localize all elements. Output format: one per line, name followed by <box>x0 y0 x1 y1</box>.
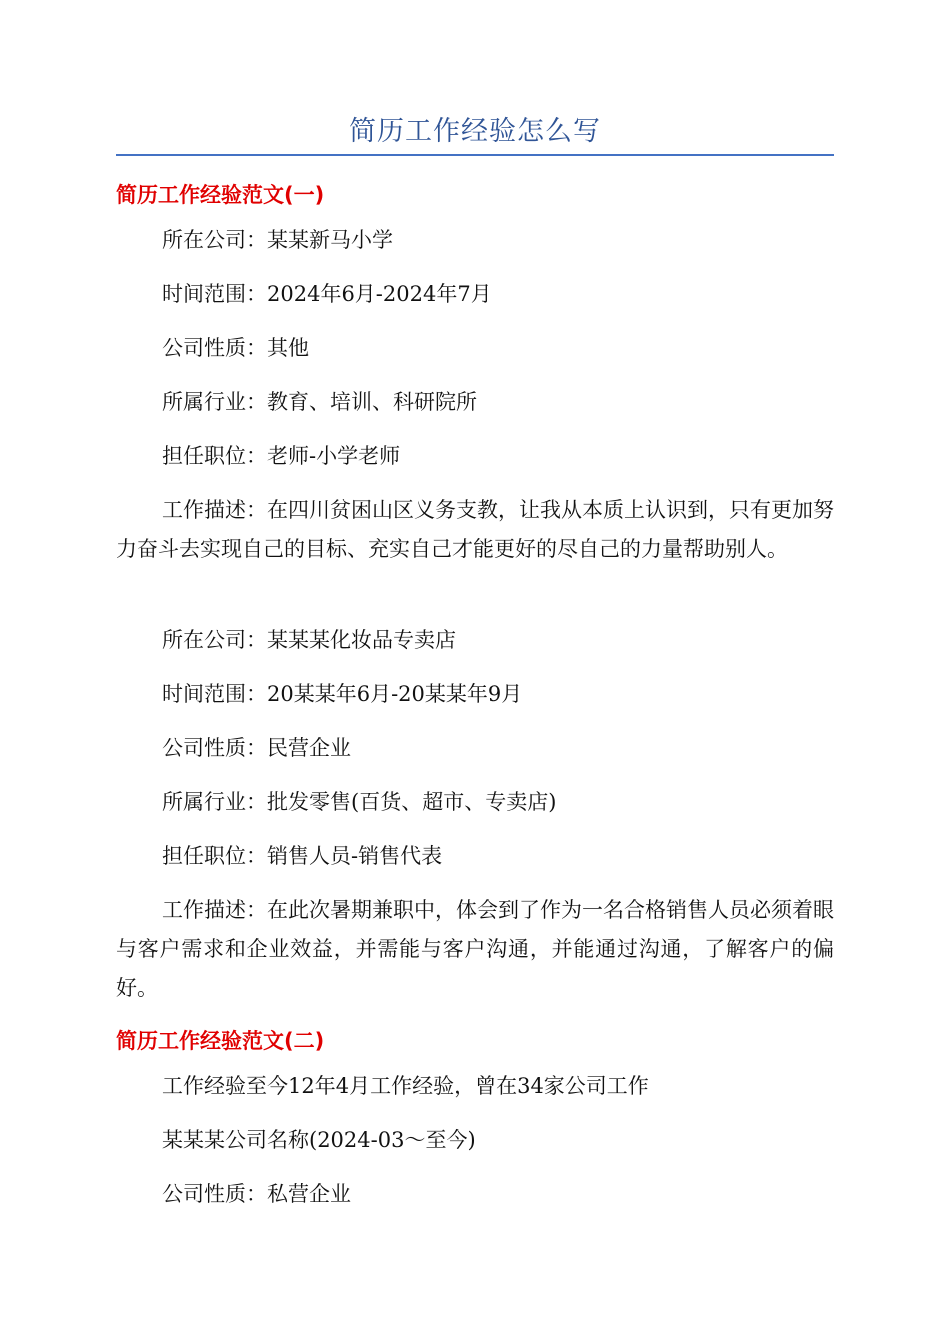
entry-2-position: 担任职位：销售人员-销售代表 <box>162 844 443 868</box>
entry-1-company: 所在公司：某某新马小学 <box>162 228 393 252</box>
entry-1-position: 担任职位：老师-小学老师 <box>162 444 401 468</box>
entry-2-industry: 所属行业：批发零售(百货、超市、专卖店) <box>162 790 557 814</box>
entry-2-nature: 公司性质：民营企业 <box>162 736 351 760</box>
entry-1-period: 时间范围：2024年6月-2024年7月 <box>162 282 492 306</box>
section-heading-2: 简历工作经验范文(二) <box>116 1029 325 1053</box>
section-2-line-3: 公司性质：私营企业 <box>162 1182 351 1206</box>
section-heading-1: 简历工作经验范文(一) <box>116 183 325 207</box>
entry-2-description: 工作描述：在此次暑期兼职中，体会到了作为一名合格销售人员必须着眼与客户需求和企业效益，并需能与客户沟通，并能通过沟通，了解客户的偏好。 <box>116 898 834 1000</box>
entry-2-company: 所在公司：某某某化妆品专卖店 <box>162 628 456 652</box>
section-2-line-1: 工作经验至今12年4月工作经验，曾在34家公司工作 <box>162 1074 649 1098</box>
section-2-line-2: 某某某公司名称(2024-03～至今) <box>162 1128 476 1152</box>
entry-1-industry: 所属行业：教育、培训、科研院所 <box>162 390 477 414</box>
title-underline <box>116 154 834 156</box>
entry-2-period: 时间范围：20某某年6月-20某某年9月 <box>162 682 523 706</box>
document-title: 简历工作经验怎么写 <box>349 116 601 147</box>
entry-1-nature: 公司性质：其他 <box>162 336 309 360</box>
entry-1-description: 工作描述：在四川贫困山区义务支教，让我从本质上认识到，只有更加努力奋斗去实现自己的目标、充实自己才能更好的尽自己的力量帮助别人。 <box>116 498 834 561</box>
